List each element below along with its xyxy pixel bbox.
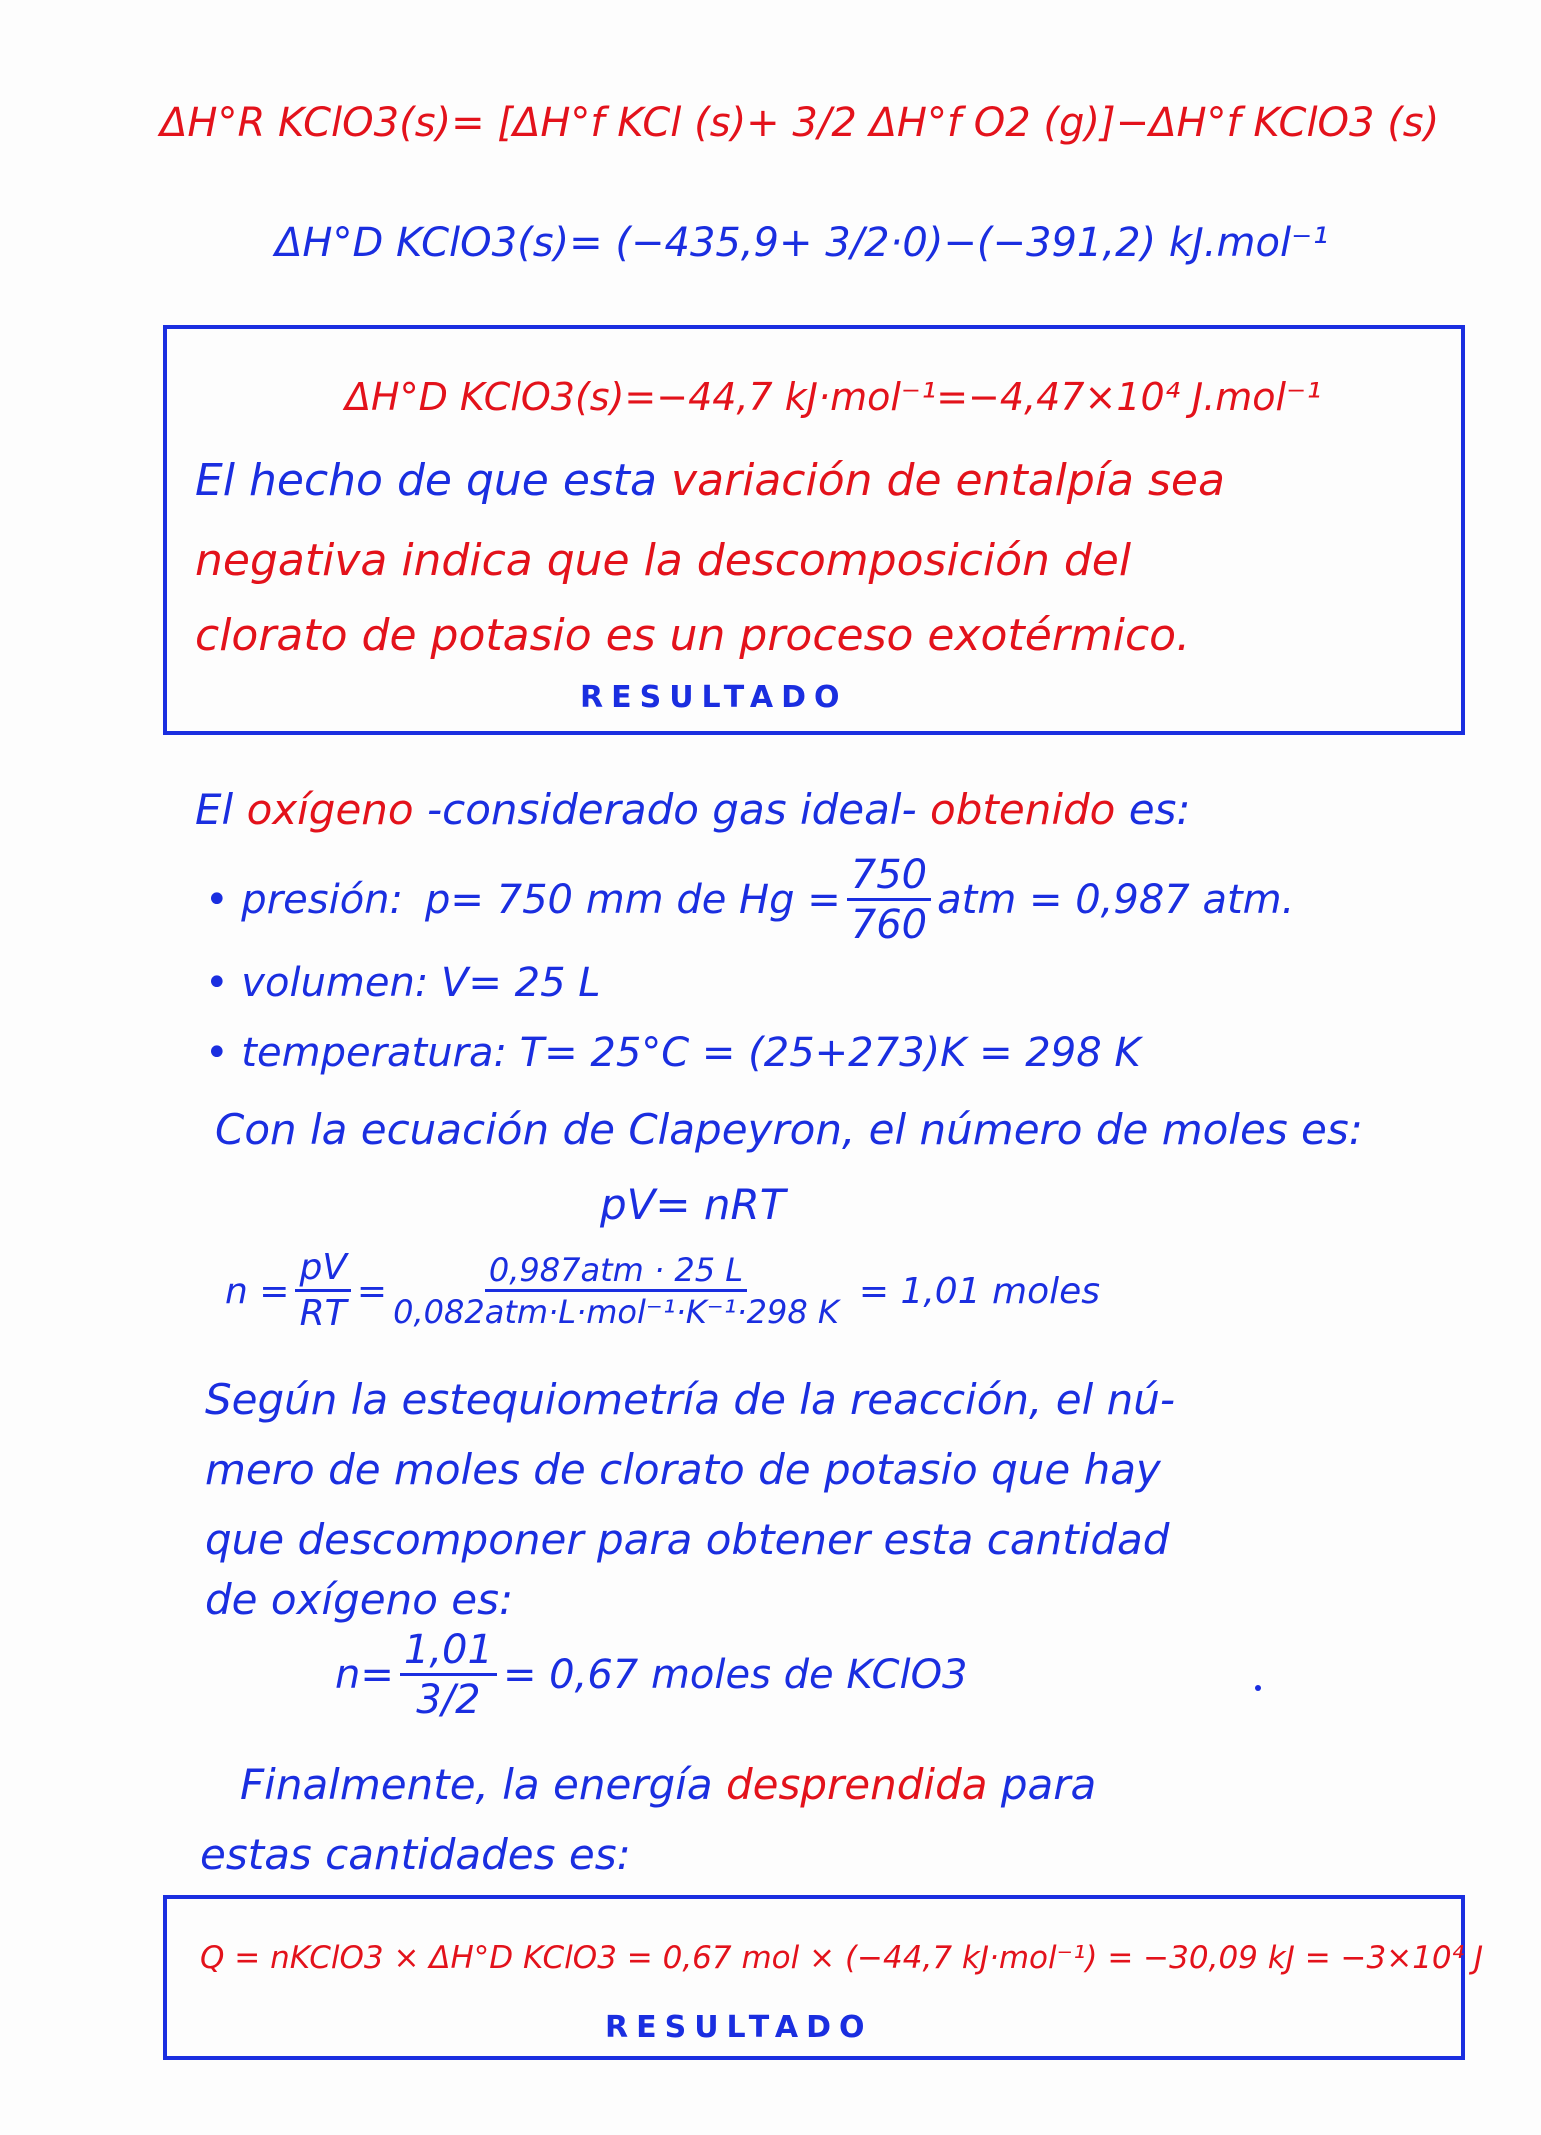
explanation-blue-part: El hecho de que esta [195,455,658,506]
final-line-1 [240,1760,1096,1809]
pv-rt-fraction [295,1247,350,1334]
presion-label: • presión: [205,877,404,923]
stoich-line-2: mero de moles de clorato de potasio que hay [205,1445,1161,1494]
values-fraction [393,1251,839,1331]
result-label-1: RESULTADO [580,680,848,715]
enthalpy-result-equation: ΔH°D KClO3(s)=−44,7 kJ·mol⁻¹=−4,47×10⁴ J.mol⁻¹ [345,375,1322,419]
presion-fraction [847,852,931,948]
final-line-2: estas cantidades es: [200,1830,631,1879]
energy-equation [200,1940,1483,1976]
values-numerator: 0,987atm · 25 L [485,1254,747,1292]
moles-calculation: n = $\frac{pV}{RT}$ = $\frac{\text{0,987atm · 25 L}}{\text{0,082atm·L·mol⁻¹·K⁻¹·298 K}}$ = 1,01 moles [225,1247,1101,1334]
oxygen-intro-el: El [195,785,234,834]
presion-fraction-num: 750 [847,855,931,901]
equation-lhs: ΔH°R KClO3(s)= [160,100,485,146]
bullet-temperatura: • temperatura: T= 25°C = (25+273)K = 298 K [205,1030,1141,1076]
moles-lhs: n = [225,1270,290,1312]
bullet-volumen: • volumen: V= 25 L [205,960,601,1006]
explanation-line-3: clorato de potasio es un proceso exotérmico. [195,610,1191,661]
enthalpy-equation-values: ΔH°D KClO3(s)= (−435,9+ 3/2·0)−(−391,2) kJ.mol⁻¹ [275,220,1329,266]
oxygen-intro-oxigeno: oxígeno [246,785,414,834]
final-part-2: desprendida [725,1760,988,1809]
energy-equation-red: Q = nKClO3 × ΔH°D KClO3 = [200,1940,653,1976]
explanation-red-part: variación de entalpía sea [671,455,1225,506]
oxygen-intro [195,785,1191,834]
kclo3-moles-result: = 0,67 moles de KClO3 [502,1652,968,1698]
final-part-1: Finalmente, la energía [240,1760,713,1809]
presion-fraction-den: 760 [850,902,928,948]
stoich-line-3: que descomponer para obtener esta cantidad [205,1515,1170,1564]
pv-numerator: pV [295,1250,350,1292]
presion-result: atm = 0,987 atm. [937,877,1295,923]
presion-equation: p= 750 mm de Hg = [425,877,841,923]
stray-ink-dot [1255,1685,1261,1691]
rt-denominator: RT [299,1293,347,1334]
kclo3-moles-fraction [400,1627,497,1723]
final-part-3: para [1000,1760,1097,1809]
oxygen-intro-considerado: -considerado gas ideal- [426,785,917,834]
stoich-line-4: de oxígeno es: [205,1575,514,1624]
explanation-line-2: negativa indica que la descomposición del [195,535,1132,586]
oxygen-intro-es: es: [1128,785,1191,834]
kclo3-moles-lhs: n= [335,1652,394,1698]
explanation-line-1 [195,455,1225,506]
ideal-gas-law: pV= nRT [600,1180,786,1229]
enthalpy-equation-definition [160,100,1439,146]
values-denominator: 0,082atm·L·mol⁻¹·K⁻¹·298 K [393,1293,839,1331]
kclo3-moles-num: 1,01 [400,1630,497,1676]
equation-rhs: [ΔH°f KCl (s)+ 3/2 ΔH°f O2 (g)]−ΔH°f KClO3 (s) [497,100,1440,146]
kclo3-moles-calculation [335,1627,968,1723]
energy-equation-values: 0,67 mol × (−44,7 kJ·mol⁻¹) = −30,09 kJ = −3×10⁴ J [662,1940,1484,1976]
stoich-line-1: Según la estequiometría de la reacción, el nú- [205,1375,1175,1424]
oxygen-intro-obtenido: obtenido [930,785,1116,834]
result-label-2: RESULTADO [605,2010,873,2045]
bullet-presion [205,852,1295,948]
kclo3-moles-den: 3/2 [416,1677,481,1723]
moles-result: = 1,01 moles [858,1270,1101,1312]
clapeyron-intro: Con la ecuación de Clapeyron, el número de moles es: [215,1105,1363,1154]
